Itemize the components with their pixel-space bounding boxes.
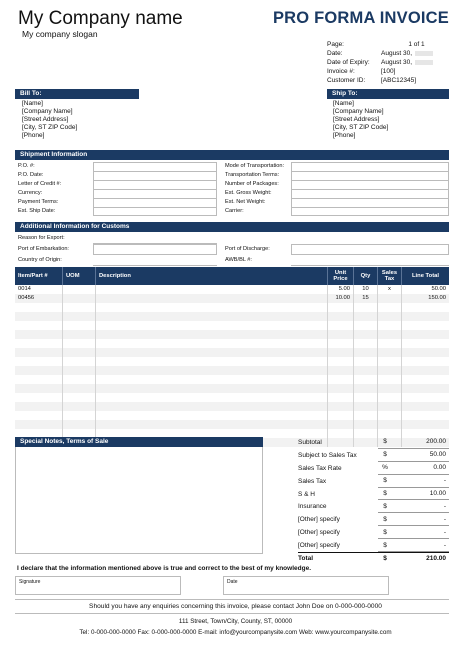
- totals-value[interactable]: -: [392, 539, 449, 552]
- column-header: UOM: [63, 267, 96, 285]
- customs-row: [15, 255, 449, 266]
- customs-label: Port of Discharge:: [225, 246, 270, 252]
- items-header-row: [15, 267, 449, 285]
- notes-textarea[interactable]: [15, 447, 263, 554]
- signature-field[interactable]: [15, 576, 181, 595]
- shipment-label: Number of Packages:: [225, 181, 279, 187]
- table-cell-uom[interactable]: [63, 285, 96, 294]
- table-cell-qty[interactable]: [354, 321, 378, 330]
- date-field[interactable]: [223, 576, 389, 595]
- footer-address: 111 Street, Town/City, County, ST, 00000: [178, 618, 293, 625]
- customs-field[interactable]: [93, 255, 217, 266]
- meta-value: [381, 40, 452, 49]
- table-row: [15, 420, 449, 429]
- meta-label: Date of Expiry:: [327, 59, 370, 66]
- table-cell-unit[interactable]: [328, 366, 354, 375]
- table-row: [15, 321, 449, 330]
- table-cell-item[interactable]: [15, 411, 63, 420]
- meta-label: Invoice #:: [327, 68, 355, 75]
- table-cell-tax[interactable]: [378, 303, 402, 312]
- shipment-field[interactable]: [93, 162, 217, 171]
- meta-row: [327, 58, 452, 67]
- table-cell-item[interactable]: [15, 312, 63, 321]
- table-cell-item[interactable]: [15, 375, 63, 384]
- shipment-field[interactable]: [93, 180, 217, 189]
- table-cell-unit[interactable]: [328, 375, 354, 384]
- table-cell-unit[interactable]: [328, 348, 354, 357]
- totals-symbol: $: [378, 500, 392, 513]
- meta-row: [327, 76, 452, 85]
- table-cell-total[interactable]: [402, 384, 449, 393]
- shipment-field[interactable]: [291, 180, 449, 189]
- table-cell-uom[interactable]: [63, 348, 96, 357]
- shipment-field[interactable]: [291, 171, 449, 180]
- table-cell-qty[interactable]: [354, 411, 378, 420]
- table-cell-uom[interactable]: [63, 366, 96, 375]
- totals-symbol: $: [378, 436, 392, 449]
- table-cell-desc[interactable]: [96, 303, 328, 312]
- table-cell-qty[interactable]: [354, 330, 378, 339]
- table-cell-unit[interactable]: [328, 411, 354, 420]
- shipment-field[interactable]: [291, 189, 449, 198]
- column-header: Line Total: [412, 273, 439, 279]
- table-cell-desc[interactable]: [96, 321, 328, 330]
- table-row: [15, 366, 449, 375]
- table-cell-tax[interactable]: [378, 411, 402, 420]
- grand-total-value: 210.00: [426, 555, 446, 563]
- totals-value[interactable]: -: [392, 513, 449, 526]
- table-cell-desc[interactable]: [96, 357, 328, 366]
- address-line: [Name]: [333, 100, 354, 107]
- table-cell-total[interactable]: [402, 321, 449, 330]
- shipment-field[interactable]: [291, 207, 449, 216]
- address-line: [City, ST ZIP Code]: [333, 124, 389, 131]
- table-cell-total[interactable]: [402, 339, 449, 348]
- shipment-field[interactable]: [93, 207, 217, 216]
- shipment-label: Mode of Transportation:: [225, 163, 285, 169]
- table-cell-desc[interactable]: [96, 366, 328, 375]
- table-cell-tax[interactable]: [378, 366, 402, 375]
- table-cell-unit[interactable]: [328, 384, 354, 393]
- table-row: [15, 357, 449, 366]
- company-name: My Company name: [18, 8, 183, 29]
- table-row: [15, 375, 449, 384]
- table-cell-desc[interactable]: [96, 384, 328, 393]
- table-cell-desc[interactable]: [96, 285, 328, 294]
- table-cell-qty[interactable]: [354, 366, 378, 375]
- totals-row: [298, 475, 449, 488]
- table-cell-qty[interactable]: [354, 357, 378, 366]
- table-cell-uom[interactable]: [63, 339, 96, 348]
- totals-label: Subject to Sales Tax: [298, 451, 357, 459]
- footer-contact: Tel: 0-000-000-0000 Fax: 0-000-000-0000 E-mail: info@yourcompanysite.com Web: www.yourcompanysite.com: [79, 629, 392, 636]
- table-cell-tax[interactable]: [378, 393, 402, 402]
- bill-to-heading: Bill To:: [15, 89, 139, 99]
- address-line: [Phone]: [333, 132, 356, 139]
- spacer: [217, 233, 223, 244]
- table-cell-item[interactable]: [15, 384, 63, 393]
- meta-value-text: August 30,: [381, 50, 413, 57]
- table-cell-qty[interactable]: [354, 393, 378, 402]
- signature-label: Signature: [19, 579, 41, 585]
- table-cell-item[interactable]: 0014: [15, 285, 63, 294]
- shipment-field[interactable]: [93, 189, 217, 198]
- customs-row: [15, 233, 449, 244]
- meta-value: [381, 49, 452, 58]
- table-cell-unit[interactable]: [328, 312, 354, 321]
- customs-label: Port of Embarkation:: [18, 246, 69, 252]
- shipment-row: [15, 180, 449, 189]
- table-cell-tax[interactable]: [378, 420, 402, 429]
- column-header: Qty: [354, 267, 378, 285]
- shipment-label: Est. Gross Weight:: [225, 190, 272, 196]
- shipment-heading: Shipment Information: [15, 150, 449, 160]
- table-cell-total[interactable]: 50.00: [431, 286, 446, 292]
- declaration-text: I declare that the information mentioned above is true and correct to the best of my knowledge.: [17, 565, 311, 572]
- table-cell-desc[interactable]: [96, 312, 328, 321]
- totals-label: [Other] specify: [298, 529, 340, 537]
- shipment-label: Currency:: [18, 190, 43, 196]
- table-cell-uom[interactable]: [63, 321, 96, 330]
- table-cell-total[interactable]: [402, 402, 449, 411]
- table-cell-qty[interactable]: 10: [354, 285, 378, 294]
- totals-symbol: $: [378, 475, 392, 488]
- table-cell-item[interactable]: 00456: [15, 294, 63, 303]
- table-cell-qty[interactable]: [354, 303, 378, 312]
- meta-row: [327, 67, 452, 76]
- table-cell-item[interactable]: [15, 366, 63, 375]
- totals-value[interactable]: 10.00: [392, 488, 449, 501]
- shipment-row: [15, 189, 449, 198]
- table-cell-tax[interactable]: [378, 312, 402, 321]
- meta-value-text: 1 of 1: [408, 41, 425, 48]
- totals-row: [298, 462, 449, 475]
- shipment-label: Payment Terms:: [18, 199, 59, 205]
- column-header: Description: [96, 267, 328, 285]
- address-line: [Company Name]: [333, 108, 384, 115]
- totals-label: [Other] specify: [298, 542, 340, 550]
- table-cell-unit[interactable]: [328, 357, 354, 366]
- table-cell-desc[interactable]: [96, 402, 328, 411]
- invoice-meta: [327, 40, 452, 85]
- table-cell-uom[interactable]: [63, 303, 96, 312]
- table-cell-item[interactable]: [15, 420, 63, 429]
- totals-symbol: %: [378, 462, 392, 475]
- customs-field[interactable]: [93, 233, 217, 244]
- table-row: [15, 294, 449, 303]
- table-row: [15, 348, 449, 357]
- footer-divider: [15, 613, 449, 614]
- table-cell-unit[interactable]: [328, 330, 354, 339]
- table-cell-tax[interactable]: [378, 321, 402, 330]
- table-cell-qty[interactable]: [354, 402, 378, 411]
- table-cell-total[interactable]: 150.00: [428, 295, 446, 301]
- totals-block: [298, 436, 449, 565]
- totals-value[interactable]: -: [392, 500, 449, 513]
- table-cell-desc[interactable]: [96, 348, 328, 357]
- meta-row: [327, 49, 452, 58]
- totals-label: [Other] specify: [298, 516, 340, 524]
- customs-label: Reason for Export:: [18, 235, 65, 241]
- customs-grid: [15, 233, 449, 266]
- meta-value-text: [ABC12345]: [381, 77, 417, 84]
- table-cell-qty[interactable]: [354, 384, 378, 393]
- meta-label: Customer ID:: [327, 77, 366, 84]
- table-cell-uom[interactable]: [63, 402, 96, 411]
- table-cell-qty[interactable]: [354, 375, 378, 384]
- table-row: [15, 285, 449, 294]
- table-cell-tax[interactable]: [378, 375, 402, 384]
- shipment-row: [15, 207, 449, 216]
- table-cell-tax[interactable]: x: [378, 285, 402, 294]
- shipment-field[interactable]: [93, 171, 217, 180]
- items-table: [15, 267, 449, 447]
- footer-divider: [15, 599, 449, 600]
- table-cell-unit[interactable]: 10.00: [328, 294, 354, 303]
- meta-label: Page:: [327, 41, 344, 48]
- table-cell-unit[interactable]: 5.00: [328, 285, 354, 294]
- table-cell-unit[interactable]: [328, 303, 354, 312]
- shipment-label: Carrier:: [225, 208, 244, 214]
- table-cell-desc[interactable]: [96, 294, 328, 303]
- grand-total-label: Total: [298, 555, 314, 563]
- table-cell-item[interactable]: [15, 402, 63, 411]
- column-header: Sales Tax: [378, 267, 402, 285]
- redacted-block: [415, 51, 433, 56]
- column-header: Unit Price: [328, 267, 354, 285]
- ship-to-heading: Ship To:: [327, 89, 449, 99]
- table-row: [15, 312, 449, 321]
- table-cell-tax[interactable]: [378, 294, 402, 303]
- table-row: [15, 330, 449, 339]
- totals-row: [298, 436, 449, 449]
- totals-row: [298, 526, 449, 539]
- table-cell-qty[interactable]: [354, 348, 378, 357]
- totals-value[interactable]: -: [392, 475, 449, 488]
- totals-label: Subtotal: [298, 438, 322, 446]
- table-cell-uom[interactable]: [63, 393, 96, 402]
- company-slogan: My company slogan: [22, 29, 98, 39]
- totals-row: [298, 539, 449, 552]
- totals-label: Sales Tax: [298, 477, 327, 485]
- items-body: [15, 285, 449, 447]
- table-cell-unit[interactable]: [328, 321, 354, 330]
- table-cell-tax[interactable]: [378, 384, 402, 393]
- table-row: [15, 339, 449, 348]
- address-line: [City, ST ZIP Code]: [22, 124, 78, 131]
- totals-row: [298, 513, 449, 526]
- address-line: [Phone]: [22, 132, 45, 139]
- meta-row: [327, 40, 452, 49]
- table-row: [15, 303, 449, 312]
- table-cell-desc[interactable]: [96, 330, 328, 339]
- bill-to-address: [22, 100, 142, 140]
- table-cell-desc[interactable]: [96, 375, 328, 384]
- table-cell-item[interactable]: [15, 348, 63, 357]
- shipment-row: [15, 162, 449, 171]
- table-cell-uom[interactable]: [63, 375, 96, 384]
- table-cell-desc[interactable]: [96, 339, 328, 348]
- totals-label: Insurance: [298, 503, 327, 511]
- shipment-field[interactable]: [93, 198, 217, 207]
- table-cell-total[interactable]: [402, 348, 449, 357]
- date-label: Date: [227, 579, 238, 585]
- table-cell-unit[interactable]: [328, 339, 354, 348]
- totals-value[interactable]: 200.00: [392, 436, 449, 449]
- table-cell-qty[interactable]: 15: [354, 294, 378, 303]
- address-line: [Company Name]: [22, 108, 73, 115]
- meta-value: [381, 76, 452, 85]
- meta-value-text: [100]: [381, 68, 396, 75]
- table-cell-uom[interactable]: [63, 330, 96, 339]
- shipment-label: P.O. Date:: [18, 172, 44, 178]
- table-row: [15, 411, 449, 420]
- customs-field[interactable]: [93, 244, 217, 255]
- totals-value[interactable]: 50.00: [392, 449, 449, 462]
- table-cell-qty[interactable]: [354, 420, 378, 429]
- table-row: [15, 384, 449, 393]
- grand-total-row: [298, 552, 449, 565]
- customs-row: [15, 244, 449, 255]
- table-cell-item[interactable]: [15, 357, 63, 366]
- meta-value: [381, 58, 452, 67]
- column-header: Item/Part #: [15, 267, 63, 285]
- table-cell-qty[interactable]: [354, 339, 378, 348]
- customs-heading: Additional Information for Customs: [15, 222, 449, 232]
- table-cell-tax[interactable]: [378, 402, 402, 411]
- shipment-row: [15, 171, 449, 180]
- table-row: [15, 393, 449, 402]
- address-line: [Name]: [22, 100, 43, 107]
- table-cell-total[interactable]: [402, 375, 449, 384]
- table-cell-uom[interactable]: [63, 294, 96, 303]
- table-row: [15, 402, 449, 411]
- totals-row: [298, 488, 449, 501]
- meta-value-text: August 30,: [381, 59, 413, 66]
- table-cell-uom[interactable]: [63, 384, 96, 393]
- table-cell-total[interactable]: [402, 303, 449, 312]
- totals-symbol: $: [378, 449, 392, 462]
- table-cell-item[interactable]: [15, 321, 63, 330]
- totals-row: [298, 500, 449, 513]
- customs-field[interactable]: [291, 255, 449, 266]
- address-line: [Street Address]: [333, 116, 380, 123]
- table-cell-unit[interactable]: [328, 420, 354, 429]
- table-cell-uom[interactable]: [63, 420, 96, 429]
- totals-symbol: $: [378, 539, 392, 552]
- ship-to-address: [333, 100, 449, 140]
- table-cell-total[interactable]: [402, 420, 449, 429]
- address-line: [Street Address]: [22, 116, 69, 123]
- shipment-label: Transportation Terms:: [225, 172, 280, 178]
- table-cell-desc[interactable]: [96, 411, 328, 420]
- table-cell-uom[interactable]: [63, 312, 96, 321]
- grand-total-symbol: $: [383, 555, 387, 563]
- table-cell-item[interactable]: [15, 393, 63, 402]
- table-cell-total[interactable]: [402, 411, 449, 420]
- table-cell-uom[interactable]: [63, 411, 96, 420]
- redacted-block: [415, 60, 433, 65]
- totals-symbol: $: [378, 513, 392, 526]
- table-cell-tax[interactable]: [378, 348, 402, 357]
- table-cell-tax[interactable]: [378, 357, 402, 366]
- shipment-label: Est. Ship Date:: [18, 208, 56, 214]
- customs-label: AWB/BL #:: [225, 257, 252, 263]
- totals-label: S & H: [298, 490, 315, 498]
- shipment-grid: [15, 162, 449, 216]
- table-cell-uom[interactable]: [63, 357, 96, 366]
- totals-value[interactable]: -: [392, 526, 449, 539]
- totals-symbol: $: [378, 526, 392, 539]
- customs-label: Country of Origin:: [18, 257, 62, 263]
- shipment-field[interactable]: [291, 162, 449, 171]
- totals-label: Sales Tax Rate: [298, 464, 342, 472]
- table-cell-unit[interactable]: [328, 402, 354, 411]
- meta-value: [381, 67, 452, 76]
- totals-symbol: $: [378, 488, 392, 501]
- customs-field[interactable]: [291, 244, 449, 255]
- table-cell-tax[interactable]: [378, 339, 402, 348]
- table-cell-desc[interactable]: [96, 420, 328, 429]
- footer-enquiry: Should you have any enquiries concerning this invoice, please contact John Doe on 0-000-000-0000: [89, 603, 382, 610]
- shipment-label: P.O. #:: [18, 163, 35, 169]
- notes-heading: Special Notes, Terms of Sale: [15, 437, 263, 447]
- totals-value[interactable]: 0.00: [392, 462, 449, 475]
- table-cell-item[interactable]: [15, 330, 63, 339]
- shipment-label: Est. Net Weight:: [225, 199, 266, 205]
- shipment-row: [15, 198, 449, 207]
- table-cell-unit[interactable]: [328, 393, 354, 402]
- table-cell-item[interactable]: [15, 339, 63, 348]
- table-cell-total[interactable]: [402, 312, 449, 321]
- table-cell-total[interactable]: [402, 393, 449, 402]
- document-title: PRO FORMA INVOICE: [272, 9, 449, 27]
- table-cell-total[interactable]: [402, 330, 449, 339]
- shipment-field[interactable]: [291, 198, 449, 207]
- totals-row: [298, 449, 449, 462]
- table-cell-total[interactable]: [402, 366, 449, 375]
- table-cell-item[interactable]: [15, 303, 63, 312]
- table-cell-desc[interactable]: [96, 393, 328, 402]
- table-cell-qty[interactable]: [354, 312, 378, 321]
- table-cell-tax[interactable]: [378, 330, 402, 339]
- meta-label: Date:: [327, 50, 343, 57]
- shipment-label: Letter of Credit #:: [18, 181, 62, 187]
- table-cell-total[interactable]: [402, 357, 449, 366]
